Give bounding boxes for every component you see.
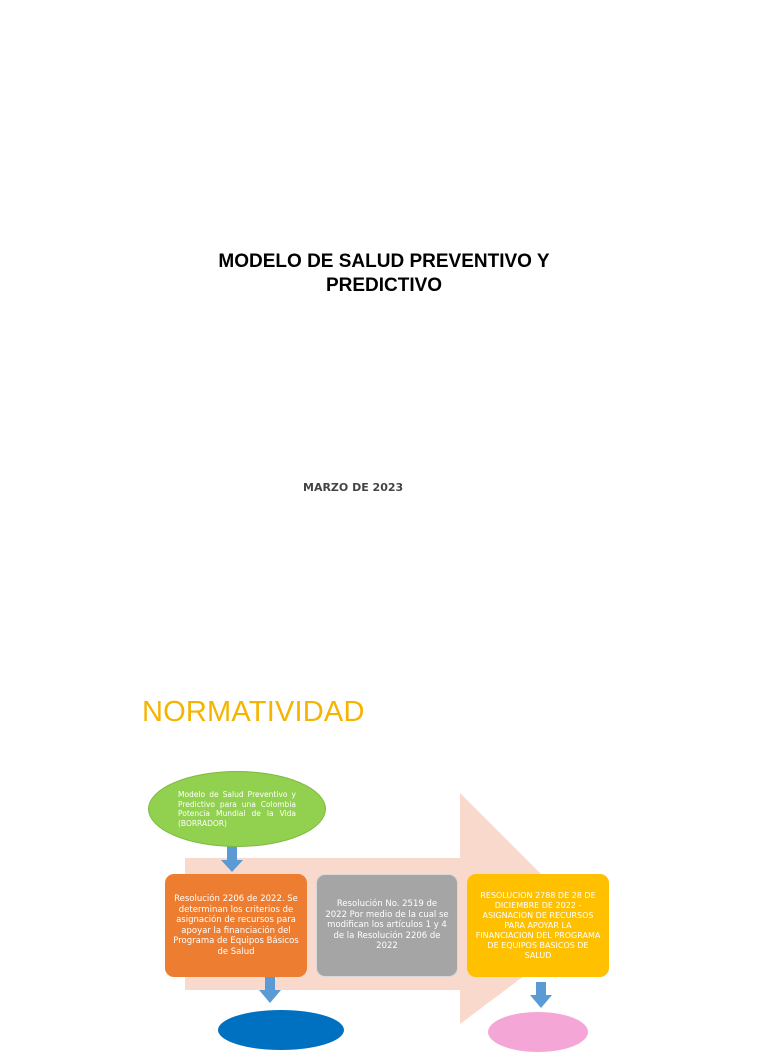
top-node-label: Modelo de Salud Preventivo y Predictivo para una Colombia Potencia Mundial de la Vida (BORRADOR) [178,790,296,828]
resolution-2788-box [467,874,609,977]
resolution-2206-label: Resolución 2206 de 2022. Se determinan los criterios de asignación de recursos para apoyar la financiación del Programa de Equipos Básicos de Salud [173,894,299,957]
top-node-oval [148,771,326,847]
resolution-2206-box [165,874,307,977]
section-heading: NORMATIVIDAD [142,696,365,728]
document-title: MODELO DE SALUD PREVENTIVO Y PREDICTIVO [218,251,550,296]
resolution-2519-label: Resolución No. 2519 de 2022 Por medio de la cual se modifican los artículos 1 y 4 de la Resolución 2206 de 2022 [325,899,449,952]
document-date: MARZO DE 2023 [303,481,404,494]
resolution-2519-box [316,874,458,977]
bottom-right-node-oval [488,1012,588,1052]
bottom-left-node-oval [218,1010,344,1050]
connector-arrow-bottom-right [530,982,552,1008]
resolution-2788-label: RESOLUCION 2788 DE 28 DE DICIEMBRE DE 2022 - ASIGNACION DE RECURSOS PARA APOYAR LA FINANCIACION DEL PROGRAMA DE EQUIPOS BASICOS DE SALUD [475,890,601,960]
